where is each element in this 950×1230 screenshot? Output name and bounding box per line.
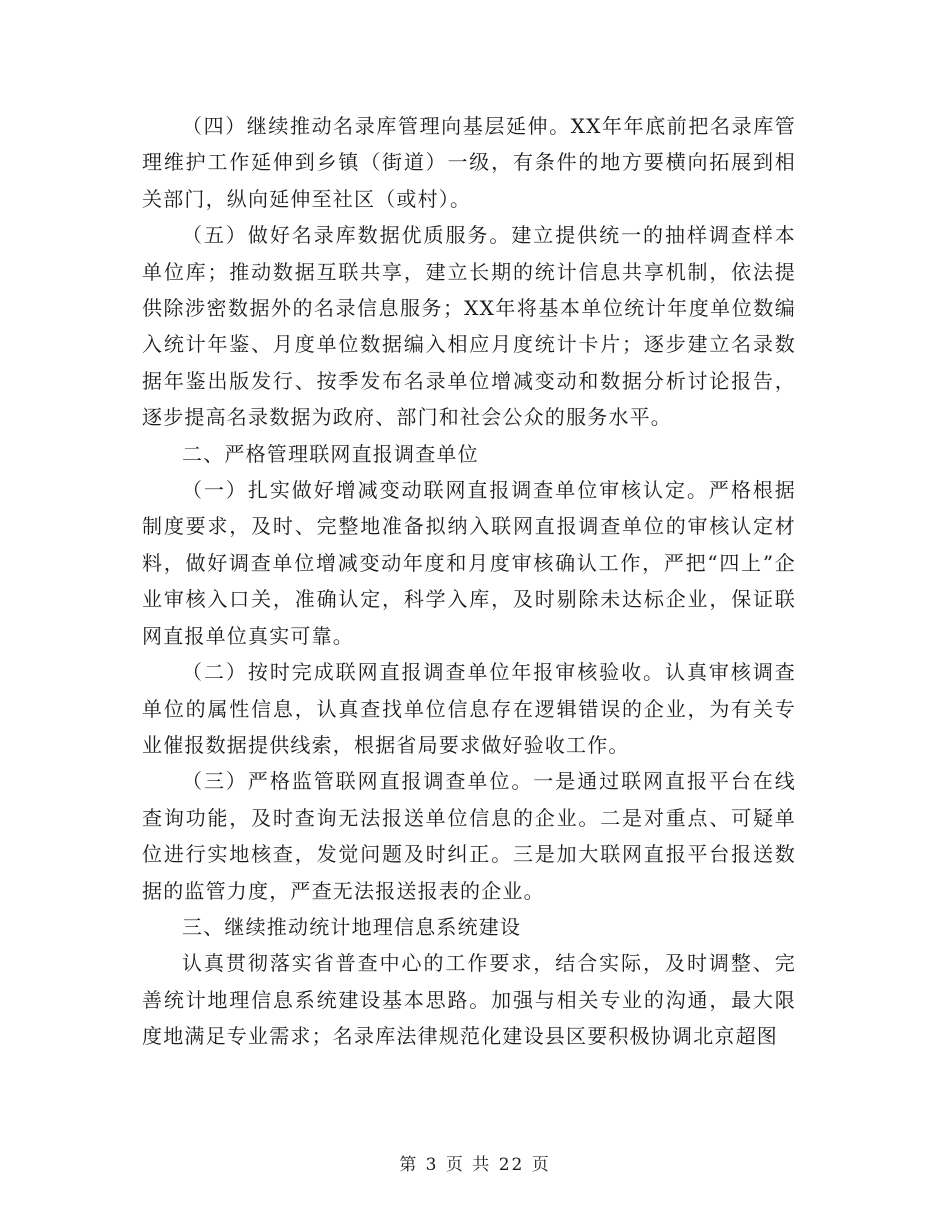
section-heading-2: 二、严格管理联网直报调查单位 — [182, 441, 479, 466]
document-body — [142, 108, 796, 1055]
paragraph-2-3: （三）严格监管联网直报调查单位。一是通过联网直报平台在线查询功能，及时查询无法报送单位信息的企业。二是对重点、可疑单位进行实地核查，发觉问题及时纠正。三是加大联网直报平台报送数据的监管力度，严查无法报送报表的企业。 — [142, 769, 796, 903]
paragraph-4: （四）继续推动名录库管理向基层延伸。XX年年底前把名录库管理维护工作延伸到乡镇（街道）一级，有条件的地方要横向拓展到相关部门，纵向延伸至社区（或村）。 — [142, 114, 796, 211]
paragraph-5: （五）做好名录库数据优质服务。建立提供统一的抽样调查样本单位库；推动数据互联共享，建立长期的统计信息共享机制，依法提供除涉密数据外的名录信息服务；XX年将基本单位统计年度单位数编入统计年鉴、月度单位数据编入相应月度统计卡片；逐步建立名录数据年鉴出版发行、按季发布名录单位增减变动和数据分析讨论报告，逐步提高名录数据为政府、部门和社会公众的服务水平。 — [142, 223, 796, 430]
paragraph-2-1: （一）扎实做好增减变动联网直报调查单位审核认定。严格根据制度要求，及时、完整地准备拟纳入联网直报调查单位的审核认定材料，做好调查单位增减变动年度和月度审核确认工作，严把“四上”企业审核入口关，准确认定，科学入库，及时剔除未达标企业，保证联网直报单位真实可靠。 — [142, 478, 796, 648]
paragraph-3-1: 认真贯彻落实省普查中心的工作要求，结合实际，及时调整、完善统计地理信息系统建设基本思路。加强与相关专业的沟通，最大限度地满足专业需求；名录库法律规范化建设县区要积极协调北京超图 — [142, 951, 796, 1049]
page-footer: 第 3 页 共 22 页 — [399, 1155, 551, 1175]
section-heading-3: 三、继续推动统计地理信息系统建设 — [182, 914, 522, 939]
paragraph-2-2: （二）按时完成联网直报调查单位年报审核验收。认真审核调查单位的属性信息，认真查找单位信息存在逻辑错误的企业，为有关专业催报数据提供线索，根据省局要求做好验收工作。 — [142, 660, 796, 757]
